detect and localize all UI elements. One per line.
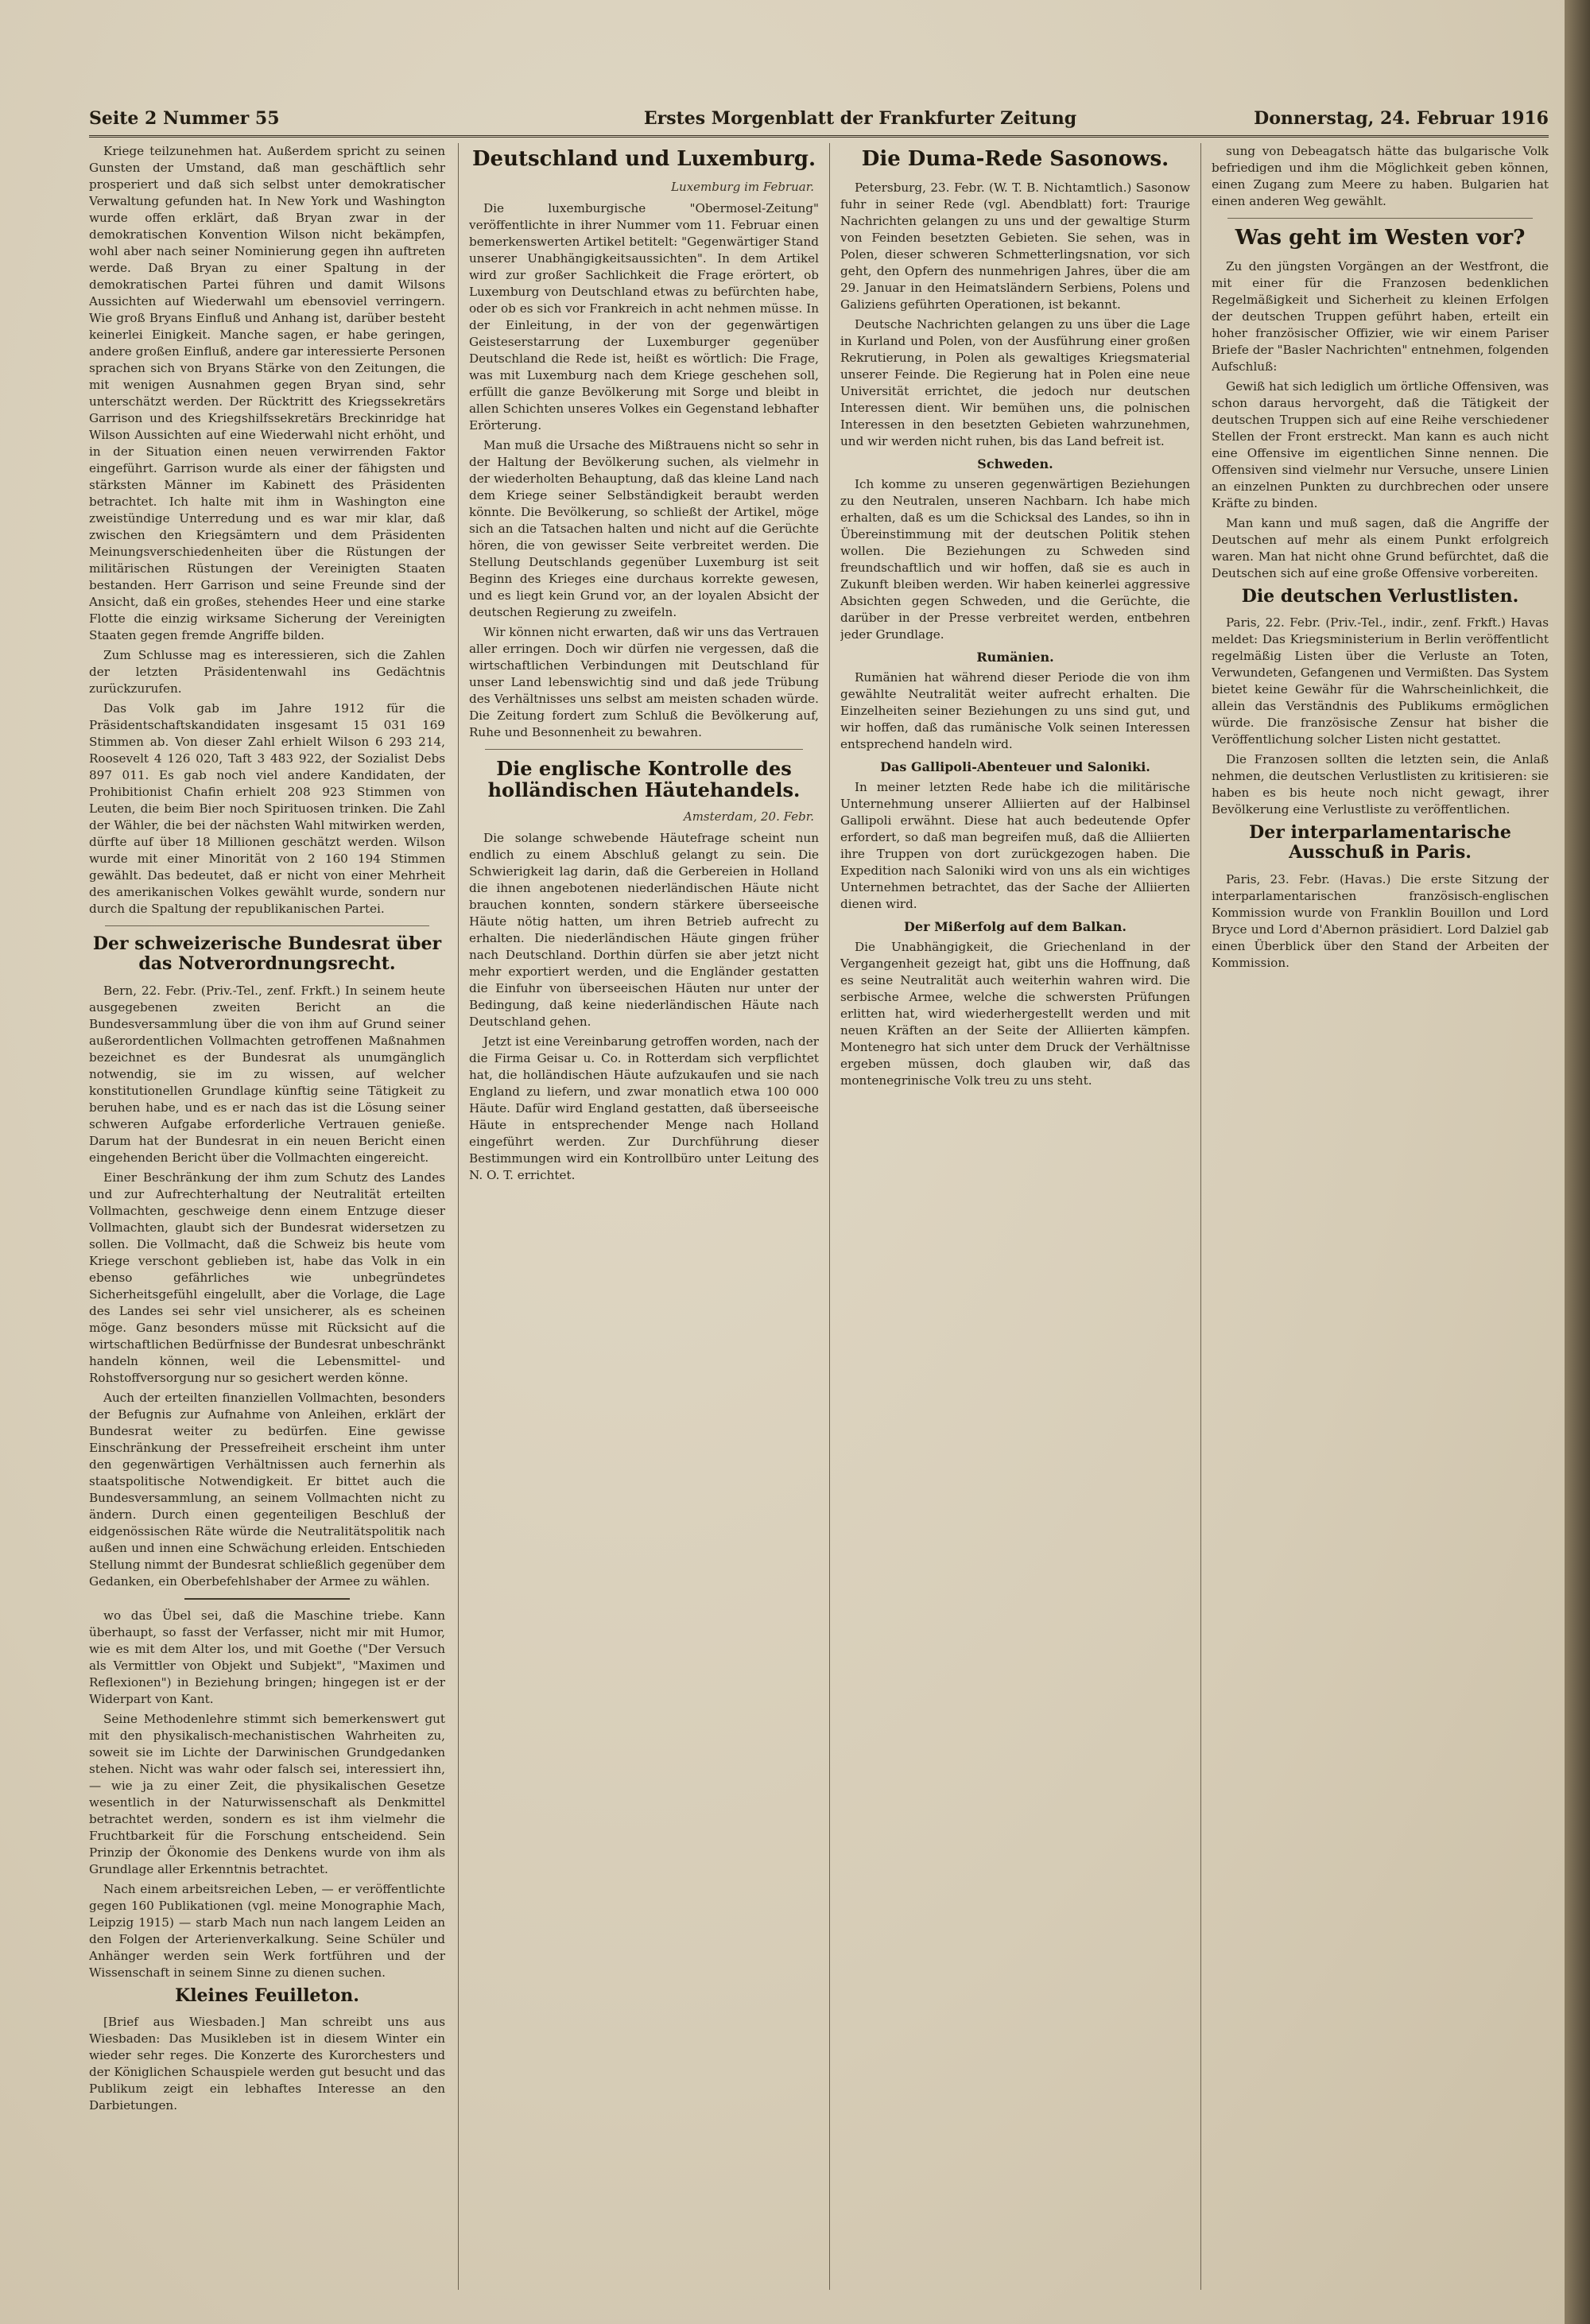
article-paragraph: Paris, 23. Febr. (Havas.) Die erste Sitzung der interparlamentarischen französisch-englischen Kommission wurde von Franklin Bouillon und Lord Bryce und Lord d'Abernon präsidiert. Lord Dalziel gab einen Überblick über den Stand der Arbeiten der Kommission. [1212,871,1549,970]
article-paragraph: Nach einem arbeitsreichen Leben, — er veröffentlichte gegen 160 Publikationen (vgl. meine Monographie Mach, Leipzig 1915) — starb Mach nun nach langem Leiden an den Folgen der Arterienverkalkung. Seine Schüler und Anhänger werden sein Werk fortführen und der Wissenschaft in seinem Sinne zu dienen suchen. [89,1881,445,1980]
section-subheading: Rumänien. [976,649,1054,665]
article-headline: Die englische Kontrolle des holländischen Häutehandels. [487,756,801,802]
column-rule [829,143,830,2290]
article-paragraph: Wir können nicht erwarten, daß wir uns das Vertrauen aller erringen. Doch wir dürfen nie vergessen, daß die wirtschaftlichen Verbindungen mit Deutschland für unser Land lebenswichtig sind und daß jede Trübung des Verhältnisses uns selbst am meisten schaden würde. Die Zeitung fordert zum Schluß die Bevölkerung auf, Ruhe und Besonnenheit zu bewahren. [469,624,819,739]
column-2 [469,143,819,2290]
issue-date: Donnerstag, 24. Februar 1916 [1254,108,1549,129]
faint-show-through [652,8,859,80]
article-paragraph: Rumänien hat während dieser Periode die von ihm gewählte Neutralität weiter aufrecht erhalten. Die Einzelheiten seiner Beziehungen zu uns sind gut, und wir hoffen, daß das rumänische Volk seinen Interessen entsprechend handeln wird. [840,669,1190,751]
column-4 [1212,143,1549,2290]
article-paragraph: Zum Schlusse mag es interessieren, sich die Zahlen der letzten Präsidentenwahl ins Gedächtnis zurückzurufen. [89,648,445,696]
article-headline: Die deutschen Verlustlisten. [1241,585,1519,607]
article-dateline: Amsterdam, 20. Febr. [683,809,814,824]
article-headline: Was geht im Westen vor? [1235,226,1526,250]
article-paragraph: Jetzt ist eine Vereinbarung getroffen worden, nach der die Firma Geisar u. Co. in Rotterdam sich verpflichtet hat, die holländischen Häute aufzukaufen und sie nach England zu liefern, und zwar monatlich etwa 100 000 Häute. Dafür wird England gestatten, daß überseeische Häute in entsprechender Menge nach Holland eingeführt werden. Zur Durchführung dieser Bestimmungen wird ein Kontrollbüro unter Leitung des N. O. T. errichtet. [469,1034,819,1183]
article-paragraph: Gewiß hat sich lediglich um örtliche Offensiven, was schon daraus hervorgeht, daß die Tätigkeit der deutschen Truppen sich auf eine Reihe verschiedener Stellen der Front erstreckt. Man kann es auch nicht eine Offensive im eigentlichen Sinne nennen. Die Offensiven sind vielmehr nur Versuche, unsere Linien an einzelnen Punkten zu durchbrechen oder unsere Kräfte zu binden. [1212,378,1549,510]
page-number: Seite 2 Nummer 55 [89,108,280,129]
article-paragraph: wo das Übel sei, daß die Maschine triebe. Kann überhaupt, so fasst der Verfasser, nicht mir mit Humor, wie es mit dem Alter los, und mit Goethe ("Der Versuch als Vermittler von Objekt und Subjekt", "Maximen und Reflexionen") in Beziehung bringen; hingegen ist er der Widerpart von Kant. [89,1608,445,1706]
article-headline: Der schweizerische Bundesrat über das Notverordnungsrecht. [92,933,442,975]
section-divider [1227,218,1533,219]
article-headline: Kleines Feuilleton. [175,1985,359,2006]
article-paragraph: Die Unabhängigkeit, die Griechenland in der Vergangenheit gezeigt hat, gibt uns die Hoffnung, daß es seine Neutralität auch weiterhin wahren wird. Die serbische Armee, welche die schwersten Prüfungen erlitten hat, wird wiederhergestellt werden und mit neuen Kräften an der Seite der Alliierten kämpfen. Montenegro hat sich unter dem Druck der Verhältnisse ergeben müssen, doch glauben wir, daß das montenegrinische Volk treu zu uns steht. [840,939,1190,1088]
masthead-title: Erstes Morgenblatt der Frankfurter Zeitung [643,108,1077,129]
article-paragraph: Auch der erteilten finanziellen Vollmachten, besonders der Befugnis zur Aufnahme von Anleihen, erklärt der Bundesrat weiter zu bedürfen. Eine gewisse Einschränkung der Pressefreiheit erscheint ihm unter den gegenwärtigen Verhältnissen auch fernerhin als staatspolitische Notwendigkeit. Er bittet auch die Bundesversammlung, an seinem Vollmachten nicht zu ändern. Durch einen gegenteiligen Beschluß der eidgenössischen Räte würde die Neutralitätspolitik nach außen und innen eine Schwächung erleiden. Entschieden Stellung nimmt der Bundesrat schließlich gegenüber dem Gedanken, ein Oberbefehlshaber der Armee zu wählen. [89,1390,445,1589]
article-paragraph: Kriege teilzunehmen hat. Außerdem spricht zu seinen Gunsten der Umstand, daß man geschäftlich sehr prosperiert und daß sich selbst unter demokratischer Verwaltung gefunden hat. In New York und Washington wurde offen erklärt, daß Bryan zwar in der demokratischen Konvention Wilson nicht bekämpfen, wohl aber nach seiner Nominierung gegen ihn auftreten werde. Daß Bryan zu einer Spaltung in der demokratischen Partei führen und damit Wilsons Aussichten auf Wiederwahl um ebensoviel verringern. Wie groß Bryans Einfluß und Anhang ist, darüber besteht keinerlei Einigkeit. Manche sagen, er habe geringen, andere großen Einfluß, andere gar interessierte Personen sprachen sich von Bryans Stärke von den Zeitungen, die mit wenigen Ausnahmen gegen Bryan sind, sehr unterschätzt werden. Der Rücktritt des Kriegssekretärs Garrison und des Kriegshilfssekretärs Breckinridge hat Wilson Aussichten auf eine Wiederwahl nicht erhöht, und in der Situation einen neuen verwirrenden Faktor eingeführt. Garrison wurde als einer der fähigsten und stärksten Männer im Kabinett des Präsidenten betrachtet. Ich halte mit ihm in Washington eine zweistündige Unterredung und es war mir klar, daß zwischen den Kriegsämtern und dem Präsidenten Meinungsverschiedenheiten über die Rüstungen der militärischen Rüstungen der Vereinigten Staaten bestanden. Herr Garrison und seine Freunde sind der Ansicht, daß ein großes, stehendes Heer und eine starke Flotte die einzig wirksame Sicherung der Vereinigten Staaten gegen fremde Angriffe bilden. [89,144,445,642]
article-paragraph: Deutsche Nachrichten gelangen zu uns über die Lage in Kurland und Polen, von der Ausführung einer großen Rekrutierung, in Polen als gewaltiges Kriegsmaterial unserer Feinde. Die Regierung hat in Polen eine neue Universität errichtet, die jedoch nur deutschen Interessen dient. Wir bemühen uns, die polnischen Interessen in den besetzten Gebieten wahrzunehmen, und wir werden nicht ruhen, bis das Land befreit ist. [840,316,1190,448]
column-rule [458,143,459,2290]
page-binding-edge [1565,0,1590,2324]
article-headline: Der interparlamentarische Ausschuß in Paris. [1249,822,1511,863]
article-paragraph: In meiner letzten Rede habe ich die militärische Unternehmung unserer Alliierten auf der Halbinsel Gallipoli erwähnt. Diese hat auch bedeutende Opfer erfordert, so daß man begreifen muß, daß die Alliierten ihre Truppen von dort zurückgezogen haben. Die Expedition nach Saloniki wird von uns als ein wichtiges Unternehmen betrachtet, das der Sache der Alliierten dienen wird. [840,779,1190,911]
article-paragraph: Die luxemburgische "Obermosel-Zeitung" veröffentlichte in ihrer Nummer vom 11. Februar einen bemerkenswerten Artikel betitelt: "Gegenwärtiger Stand unserer Unabhängigkeitsaussichten". In dem Artikel wird zur großer Sachlichkeit die Frage erörtert, ob Luxemburg von Deutschland etwas zu befürchten habe, oder ob es sich vor Frankreich in acht nehmen müsse. In der Einleitung, in der von der gegenwärtigen Geisteserstarrung der Luxemburger gegenüber Deutschland die Rede ist, heißt es wörtlich: Die Frage, was mit Luxemburg nach dem Kriege geschehen soll, erfüllt die ganze Bevölkerung mit Sorge und bleibt in allen Schichten unseres Volkes ein Gegenstand lebhafter Erörterung. [469,200,819,433]
article-paragraph: Einer Beschränkung der ihm zum Schutz des Landes und zur Aufrechterhaltung der Neutralität erteilten Vollmachten, geschweige denn einem Entzuge dieser Vollmachten, glaubt sich der Bundesrat widersetzen zu sollen. Die Vollmacht, daß die Schweiz bis heute vom Kriege verschont geblieben ist, habe das Volk in ein ebenso gefährliches wie unbegründetes Sicherheitsgefühl eingelullt, aber die Vorlage, die Lage des Landes sei sehr viel unsicherer, als es scheinen möge. Ganz besonders müsse mit Rücksicht auf die wirtschaftlichen Bedürfnisse der Bundesrat unbeschränkt handeln können, weil die Lebensmittel- und Rohstoffversorgung nur so gesichert werden könne. [89,1170,445,1385]
page-header [89,103,1549,138]
article-paragraph: Man muß die Ursache des Mißtrauens nicht so sehr in der Haltung der Bevölkerung suchen, als vielmehr in der wiederholten Behauptung, daß das kleine Land nach dem Kriege seiner Selbständigkeit beraubt werden könnte. Die Bevölkerung, so schließt der Artikel, möge sich an die Tatsachen halten und nicht auf die Gerüchte hören, die von gewisser Seite verbreitet werden. Die Stellung Deutschlands gegenüber Luxemburg ist seit Beginn des Krieges eine durchaus korrekte gewesen, und es liegt kein Grund vor, an der loyalen Absicht der deutschen Regierung zu zweifeln. [469,437,819,619]
article-paragraph: Die solange schwebende Häutefrage scheint nun endlich zu einem Abschluß gelangt zu sein. Die Schwierigkeit lag darin, daß die Gerbereien in Holland die ihnen angebotenen niederländischen Häute nicht brauchen konnten, sondern stärkere überseeische Häute nötig hatten, um ihren Betrieb aufrecht zu erhalten. Die niederländischen Häute gingen früher nach Deutschland. Dorthin dürfen sie aber jetzt nicht mehr exportiert werden, und die Engländer gestatten die Einfuhr von überseeischen Häuten nur unter der Bedingung, daß keine niederländischen Häute nach Deutschland gehen. [469,831,819,1030]
article-paragraph: Paris, 22. Febr. (Priv.-Tel., indir., zenf. Frkft.) Havas meldet: Das Kriegsministerium in Berlin veröffentlicht regelmäßig Listen über die Verluste an Toten, Verwundeten, Gefangenen und Vermißten. Das System bietet keine Gewähr für die Wahrscheinlichkeit, die allein das Verständnis des Publikums ermöglichen würde. Die französische Zensur hat bisher die Veröffentlichung solcher Listen nicht gestattet. [1212,615,1549,747]
column-rule [1200,143,1201,2290]
section-subheading: Der Mißerfolg auf dem Balkan. [904,918,1127,934]
section-divider [184,1598,350,1600]
section-divider [485,749,803,750]
article-headline: Deutschland und Luxemburg. [471,147,816,171]
article-paragraph: Petersburg, 23. Febr. (W. T. B. Nichtamtlich.) Sasonow fuhr in seiner Rede (vgl. Abendblatt) fort: Traurige Nachrichten gelangen zu uns und der gewaltige Sturm von Feinden besetzten Gebieten. Sie sehen, was in Polen, dieser schweren Schmetterlingsnation, vor sich geht, den Opfern des nunmehrigen Jahres, über die am 29. Januar in den Heimatsländern Serbiens, Polens und Galiziens geführten Operationen, ist bekannt. [840,180,1190,312]
column-1 [89,143,445,2290]
article-paragraph: Ich komme zu unseren gegenwärtigen Beziehungen zu den Neutralen, unseren Nachbarn. Ich habe mich erhalten, daß es um die Schicksal des Landes, so ihn in Übereinstimmung mit der deutschen Politik stehen wollen. Die Beziehungen zu Schweden sind freundschaftlich und wir hoffen, daß sie es auch in Zukunft bleiben werden. Wir haben keinerlei aggressive Absichten gegen Schweden, und die Gerüchte, die darüber in der Presse verbreitet werden, entbehren jeder Grundlage. [840,476,1190,642]
section-divider [105,925,429,926]
article-paragraph: Die Franzosen sollten die letzten sein, die Anlaß nehmen, die deutschen Verlustlisten zu kritisieren: sie haben es bis heute noch nicht gewagt, ihrer Bevölkerung eine Verlustliste zu veröffentlichen. [1212,752,1549,817]
column-3 [840,143,1190,2290]
article-paragraph: [Brief aus Wiesbaden.] Man schreibt uns aus Wiesbaden: Das Musikleben ist in diesem Winter ein wieder sehr reges. Die Konzerte des Kurorchesters und der Königlichen Schauspiele werden gut besucht und das Publikum zeigt ein lebhaftes Interesse an den Darbietungen. [89,2014,445,2113]
article-dateline: Luxemburg im Februar. [671,179,814,194]
article-paragraph: Das Volk gab im Jahre 1912 für die Präsidentschaftskandidaten insgesamt 15 031 169 Stimmen ab. Von dieser Zahl erhielt Wilson 6 293 214, Roosevelt 4 126 020, Taft 3 483 922, der Sozialist Debs 897 011. Es gab noch viel andere Kandidaten, der Prohibitionist Chafin erhielt 208 923 Stimmen von Leuten, die beim Bier noch Spirituosen trinken. Die Zahl der Wähler, die bei der nächsten Wahl mitwirken werden, dürfte auf über 18 Millionen geschätzt werden. Wilson wurde mit einer Minorität von 2 160 194 Stimmen gewählt. Das bedeutet, daß er nicht von einer Mehrheit des amerikanischen Volkes gewählt wurde, sondern nur durch die Spaltung der republikanischen Partei. [89,701,445,916]
article-paragraph: Man kann und muß sagen, daß die Angriffe der Deutschen auf mehr als einem Punkt erfolgreich waren. Man hat nicht ohne Grund befürchtet, daß die Deutschen sich auf eine große Offensive vorbereiten. [1212,515,1549,580]
article-headline: Die Duma-Rede Sasonows. [861,147,1169,171]
article-paragraph: Bern, 22. Febr. (Priv.-Tel., zenf. Frkft.) In seinem heute ausgegebenen zweiten Bericht an die Bundesversammlung über die von ihm auf Grund seiner außerordentlichen Vollmachten getroffenen Maßnahmen bezeichnet es der Bundesrat als unumgänglich notwendig, sie im zu wissen, auf welcher konstitutionellen Grundlage künftig seine Tätigkeit zu beruhen habe, und es er nach das ist die Lösung seiner schweren Aufgabe erforderliche Vertrauen genieße. Darum hat der Bundesrat in ein neuen Bericht einen eingehenden Bericht über die Vollmachten eingereicht. [89,983,445,1165]
article-paragraph: Zu den jüngsten Vorgängen an der Westfront, die mit einer für die Franzosen bedenklichen Regelmäßigkeit und Sicherheit zu kleinen Erfolgen der deutschen Truppen geführt haben, erteilt ein hoher französischer Offizier, wie wir einem Pariser Briefe der "Basler Nachrichten" entnehmen, folgenden Aufschluß: [1212,258,1549,374]
article-paragraph: sung von Debeagatsch hätte das bulgarische Volk befriedigen und ihm die Möglichkeit geben können, einen Zugang zum Meere zu haben. Bulgarien hat einen anderen Weg gewählt. [1212,144,1549,208]
article-paragraph: Seine Methodenlehre stimmt sich bemerkenswert gut mit den physikalisch-mechanistischen Wahrheiten zu, soweit sie im Lichte der Darwinischen Grundgedanken stehen. Nicht was wahr oder falsch sei, interessiert ihn, — wie ja zu einer Zeit, die physikalischen Gesetze wesentlich in der Naturwissenschaft als Denkmittel betrachtet werden, sondern es ist ihm vielmehr die Fruchtbarkeit für die Forschung entscheidend. Sein Prinzip der Ökonomie des Denkens wurde von ihm als Grundlage aller Erkenntnis betrachtet. [89,1711,445,1876]
section-subheading: Schweden. [977,456,1053,471]
section-subheading: Das Gallipoli-Abenteuer und Saloniki. [880,759,1150,774]
